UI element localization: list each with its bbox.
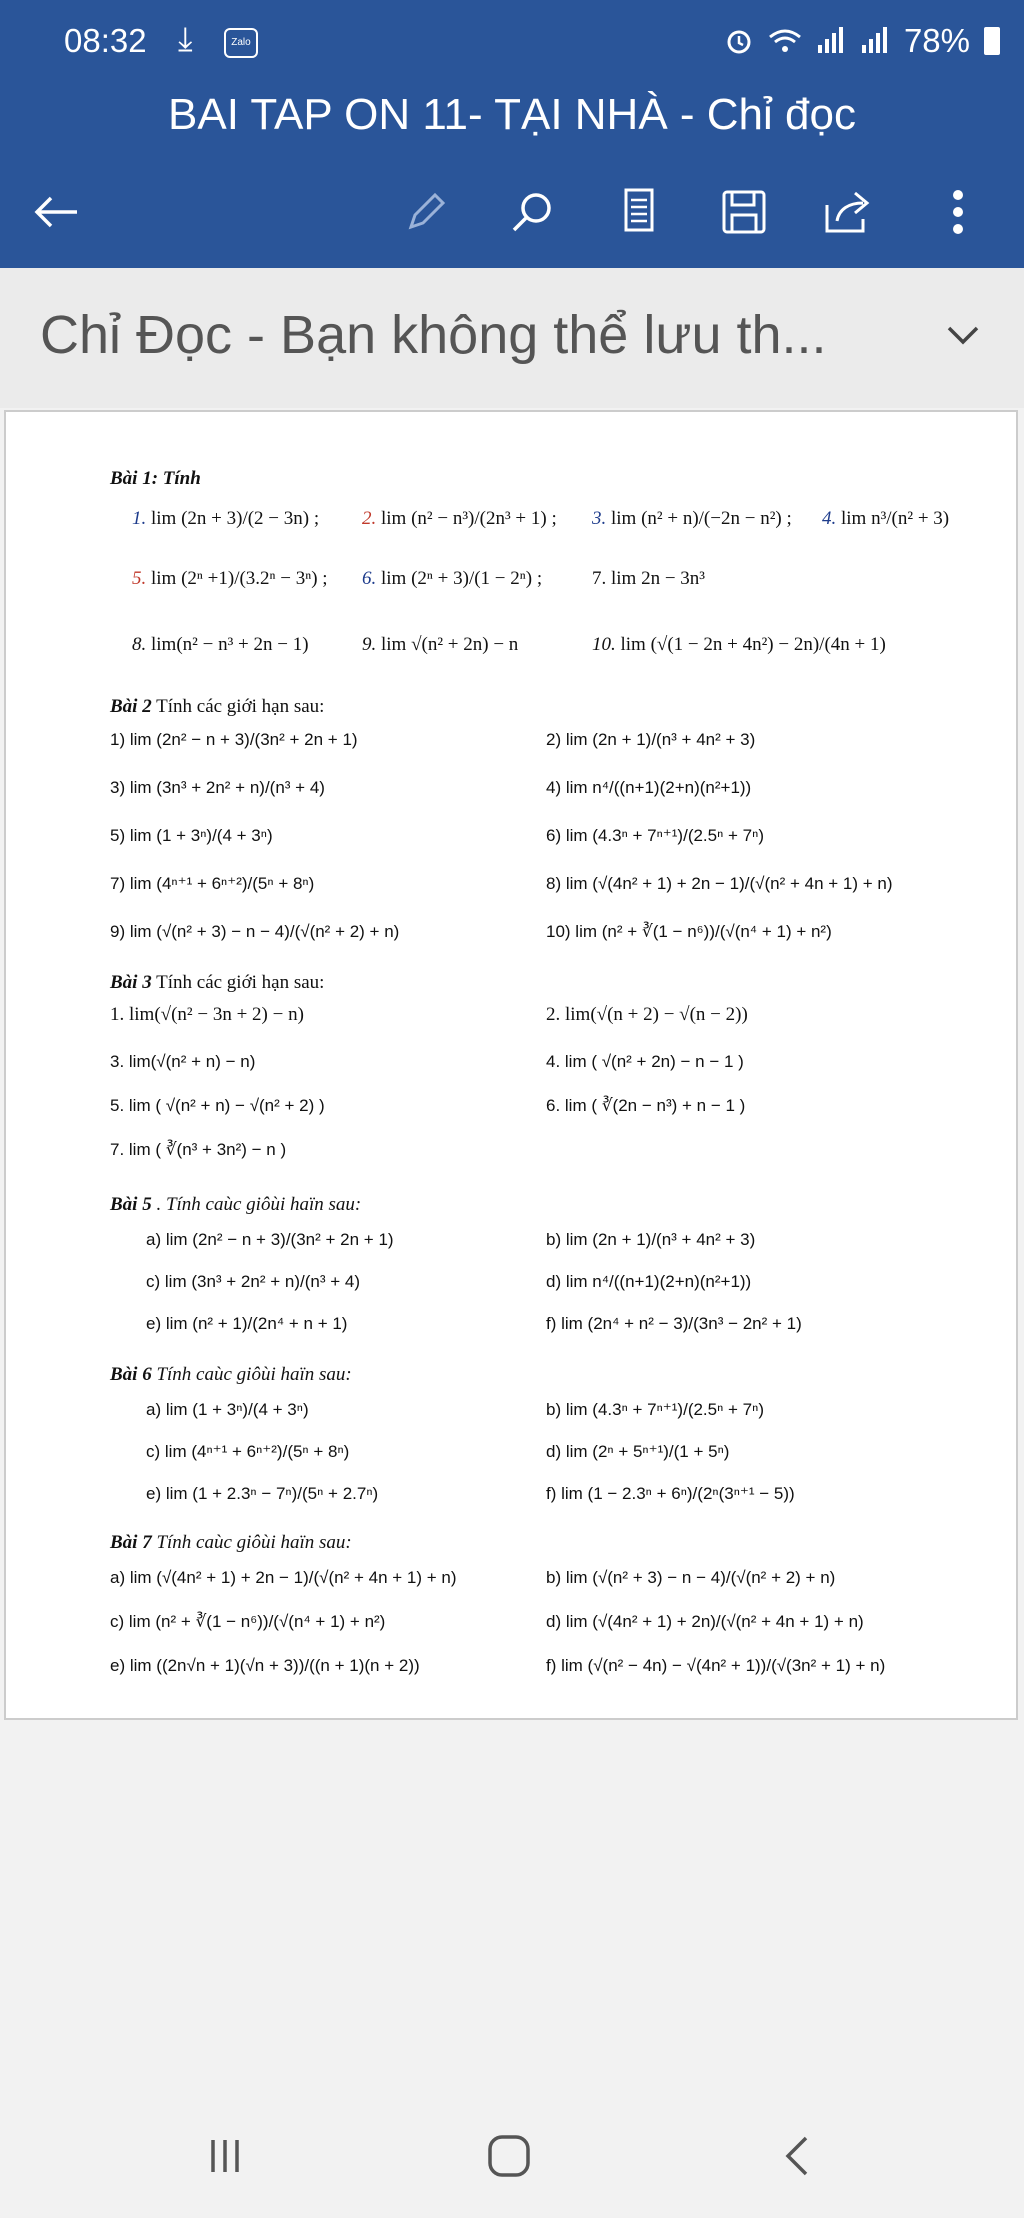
- bai6-item-b: b) lim (4.3ⁿ + 7ⁿ⁺¹)/(2.5ⁿ + 7ⁿ): [546, 1400, 765, 1419]
- bai7-item-c: c) lim (n² + ∛(1 − n⁶))/(√(n⁴ + 1) + n²): [110, 1612, 386, 1631]
- bai3-intro: Bài 3 Tính các giới hạn sau:: [110, 972, 325, 993]
- bai6-intro: Bài 6 Tính caùc giôùi haïn sau:: [110, 1364, 352, 1385]
- zalo-icon: Zalo: [224, 28, 258, 58]
- bai7-item-d: d) lim (√(4n² + 1) + 2n)/(√(n² + 4n + 1) + n): [546, 1612, 864, 1631]
- bai7-item-a: a) lim (√(4n² + 1) + 2n − 1)/(√(n² + 4n + 1) + n): [110, 1568, 457, 1587]
- bai3-item-6: 6. lim ( ∛(2n − n³) + n − 1 ): [546, 1096, 746, 1115]
- bai6-item-f: f) lim (1 − 2.3ⁿ + 6ⁿ)/(2ⁿ(3ⁿ⁺¹ − 5)): [546, 1484, 795, 1503]
- status-time: 08:32: [64, 22, 147, 59]
- bai2-item-2: 2) lim (2n + 1)/(n³ + 4n² + 3): [546, 730, 756, 749]
- bai6-item-a: a) lim (1 + 3ⁿ)/(4 + 3ⁿ): [146, 1400, 309, 1419]
- search-icon[interactable]: [500, 180, 564, 244]
- bai1-item-8: 8. lim(n² − n³ + 2n − 1): [132, 634, 309, 655]
- status-bar: [0, 18, 1024, 66]
- bai3-item-5: 5. lim ( √(n² + n) − √(n² + 2) ): [110, 1096, 325, 1115]
- bai5-item-a: a) lim (2n² − n + 3)/(3n² + 2n + 1): [146, 1230, 394, 1249]
- bai7-item-e: e) lim ((2n√n + 1)(√n + 3))/((n + 1)(n + 2)): [110, 1656, 420, 1675]
- bai2-item-8: 8) lim (√(4n² + 1) + 2n − 1)/(√(n² + 4n + 1) + n): [546, 874, 893, 893]
- bai2-item-5: 5) lim (1 + 3ⁿ)/(4 + 3ⁿ): [110, 826, 273, 845]
- bai5-item-b: b) lim (2n + 1)/(n³ + 4n² + 3): [546, 1230, 756, 1249]
- readonly-banner[interactable]: [0, 268, 1024, 408]
- document-title: BAI TAP ON 11- TẠI NHÀ - Chỉ đọc: [168, 90, 856, 139]
- bai2-item-7: 7) lim (4ⁿ⁺¹ + 6ⁿ⁺²)/(5ⁿ + 8ⁿ): [110, 874, 315, 893]
- pencil-icon[interactable]: [394, 180, 458, 244]
- bai3-item-4: 4. lim ( √(n² + 2n) − n − 1 ): [546, 1052, 744, 1071]
- bai1-item-6: 6. lim (2ⁿ + 3)/(1 − 2ⁿ) ;: [362, 568, 543, 589]
- alarm-icon: [724, 26, 754, 56]
- bai2-item-10: 10) lim (n² + ∛(1 − n⁶))/(√(n⁴ + 1) + n²): [546, 922, 832, 941]
- battery-percent: 78%: [903, 22, 970, 59]
- chevron-down-icon[interactable]: [946, 324, 980, 346]
- signal-icon: [816, 27, 846, 55]
- bai1-item-7: 7. lim 2n − 3n³: [592, 568, 705, 589]
- bai1-item-9: 9. lim √(n² + 2n) − n: [362, 634, 519, 655]
- bai1-item-1: 1. lim (2n + 3)/(2 − 3n) ;: [132, 508, 320, 529]
- app-header: [0, 0, 1024, 268]
- readonly-banner-text: Chỉ Đọc - Bạn không thể lưu th...: [40, 305, 827, 365]
- bai2-item-6: 6) lim (4.3ⁿ + 7ⁿ⁺¹)/(2.5ⁿ + 7ⁿ): [546, 826, 765, 845]
- toolbar: [0, 180, 1024, 250]
- bai3-item-3: 3. lim(√(n² + n) − n): [110, 1052, 256, 1071]
- bai6-item-c: c) lim (4ⁿ⁺¹ + 6ⁿ⁺²)/(5ⁿ + 8ⁿ): [146, 1442, 350, 1461]
- bai1-item-4: 4. lim n³/(n² + 3): [822, 508, 950, 529]
- bai1-item-2: 2. lim (n² − n³)/(2n³ + 1) ;: [362, 508, 557, 529]
- bai2-intro: Bài 2 Tính các giới hạn sau:: [110, 696, 325, 717]
- bai5-item-c: c) lim (3n³ + 2n² + n)/(n³ + 4): [146, 1272, 360, 1291]
- back-nav-icon[interactable]: [762, 2126, 832, 2186]
- document-page: [4, 410, 1018, 1720]
- document-view-icon[interactable]: [608, 180, 672, 244]
- bai7-intro: Bài 7 Tính caùc giôùi haïn sau:: [110, 1532, 352, 1553]
- save-icon[interactable]: [712, 180, 776, 244]
- bai5-item-d: d) lim n⁴/((n+1)(2+n)(n²+1)): [546, 1272, 752, 1291]
- bai3-item-2: 2. lim(√(n + 2) − √(n − 2)): [546, 1004, 748, 1025]
- bai5-item-e: e) lim (n² + 1)/(2n⁴ + n + 1): [146, 1314, 348, 1333]
- wifi-icon: [768, 27, 802, 55]
- recent-apps-icon[interactable]: [190, 2126, 260, 2186]
- bai2-item-9: 9) lim (√(n² + 3) − n − 4)/(√(n² + 2) + n): [110, 922, 400, 941]
- bai7-item-f: f) lim (√(n² − 4n) − √(4n² + 1))/(√(3n² + 1) + n): [546, 1656, 886, 1675]
- bai1-item-5: 5. lim (2ⁿ +1)/(3.2ⁿ − 3ⁿ) ;: [132, 568, 328, 589]
- bai5-item-f: f) lim (2n⁴ + n² − 3)/(3n³ − 2n² + 1): [546, 1314, 802, 1333]
- download-icon: ⤓: [178, 20, 193, 57]
- bai1-item-3: 3. lim (n² + n)/(−2n − n²) ;: [592, 508, 792, 529]
- bai6-item-d: d) lim (2ⁿ + 5ⁿ⁺¹)/(1 + 5ⁿ): [546, 1442, 730, 1461]
- bai6-item-e: e) lim (1 + 2.3ⁿ − 7ⁿ)/(5ⁿ + 2.7ⁿ): [146, 1484, 379, 1503]
- bai5-intro: Bài 5 . Tính caùc giôùi haïn sau:: [110, 1194, 362, 1215]
- bai2-item-3: 3) lim (3n³ + 2n² + n)/(n³ + 4): [110, 778, 325, 797]
- bai7-item-b: b) lim (√(n² + 3) − n − 4)/(√(n² + 2) + n): [546, 1568, 836, 1587]
- bai2-item-1: 1) lim (2n² − n + 3)/(3n² + 2n + 1): [110, 730, 358, 749]
- battery-icon: [984, 27, 1000, 55]
- back-arrow-icon[interactable]: [24, 180, 88, 244]
- bai3-item-7: 7. lim ( ∛(n³ + 3n²) − n ): [110, 1140, 287, 1159]
- bai3-item-1: 1. lim(√(n² − 3n + 2) − n): [110, 1004, 304, 1025]
- more-vert-icon[interactable]: [926, 180, 990, 244]
- share-icon[interactable]: [816, 180, 880, 244]
- system-nav-bar: [0, 2098, 1024, 2218]
- bai2-item-4: 4) lim n⁴/((n+1)(2+n)(n²+1)): [546, 778, 752, 797]
- signal-icon-2: [860, 27, 890, 55]
- bai1-heading: Bài 1: Tính: [110, 468, 201, 489]
- home-icon[interactable]: [474, 2126, 544, 2186]
- bai1-item-10: 10. lim (√(1 − 2n + 4n²) − 2n)/(4n + 1): [592, 634, 886, 655]
